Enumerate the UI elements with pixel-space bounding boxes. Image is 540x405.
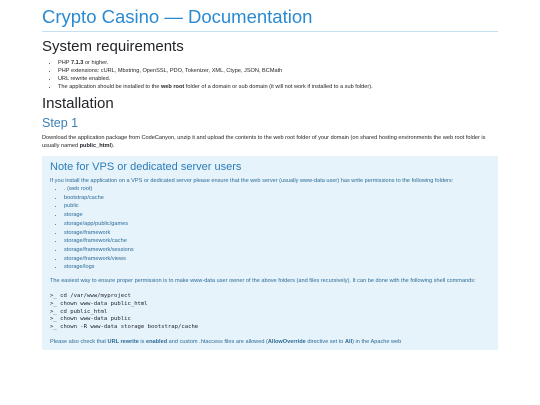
page-title: Crypto Casino — Documentation <box>42 6 498 32</box>
installation-heading: Installation <box>42 95 114 112</box>
step-1-text: Download the application package from CodeCanyon, unzip it and upload the contents to the web root folder of your domain (on shared hosting environments the web root folder is usually named public_html). <box>42 135 486 149</box>
requirement-item-php-version: • PHP 7.1.3 or higher. <box>58 59 498 67</box>
shell-command-line: >_ chown www-data public <box>50 316 131 323</box>
folder-item: • storage/framework/cache <box>64 237 490 246</box>
system-requirements-heading: System requirements <box>42 38 184 55</box>
shell-command-line: >_ chown -R www-data storage bootstrap/cache <box>50 324 199 331</box>
step-1-heading: Step 1 <box>42 116 79 130</box>
url-rewrite-note: Please also check that URL rewrite is enabled and custom .htaccess files are allowed (AllowOverride directive set to All) in the Apache web <box>50 339 402 346</box>
folder-item: • storage/app/public/games <box>64 220 490 229</box>
shell-commands-block <box>50 293 490 332</box>
folder-item: • . (web root) <box>64 185 490 194</box>
installation-section <box>42 95 498 350</box>
requirement-item-php-extensions: • PHP extensions: cURL, Mbstring, OpenSSL, PDO, Tokenizer, XML, Ctype, JSON, BCMath <box>58 67 498 75</box>
requirement-item-url-rewrite: • URL rewrite enabled. <box>58 75 498 83</box>
folder-item: • storage/framework/views <box>64 255 490 264</box>
permission-note: The easiest way to ensure proper permission is to make www-data user owner of the above folders (and files recursively). It can be done with the following shell commands: <box>50 278 476 285</box>
shell-command-line: >_ cd public_html <box>50 308 108 315</box>
system-requirements-section <box>42 38 498 91</box>
requirements-list <box>42 59 498 91</box>
shell-command-line: >_ chown www-data public_html <box>50 300 148 307</box>
requirement-item-web-root: • The application should be installed to the web root folder of a domain or sub domain (it will not work if installed to a sub folder). <box>58 83 498 91</box>
vps-note-callout <box>42 156 498 350</box>
shell-command-line: >_ cd /var/www/myproject <box>50 293 131 300</box>
folder-item: • storage/logs <box>64 263 490 272</box>
vps-note-heading: Note for VPS or dedicated server users <box>50 161 242 173</box>
folder-item: • storage/framework <box>64 229 490 238</box>
folder-item: • storage <box>64 211 490 220</box>
vps-note-intro: If you install the application on a VPS or dedicated server please ensure that the web server (usually www-data user) has write permissions to the following folders: <box>50 178 454 184</box>
writable-folders-list <box>50 185 490 272</box>
folder-item: • public <box>64 202 490 211</box>
folder-item: • storage/framework/sessions <box>64 246 490 255</box>
folder-item: • bootstrap/cache <box>64 194 490 203</box>
